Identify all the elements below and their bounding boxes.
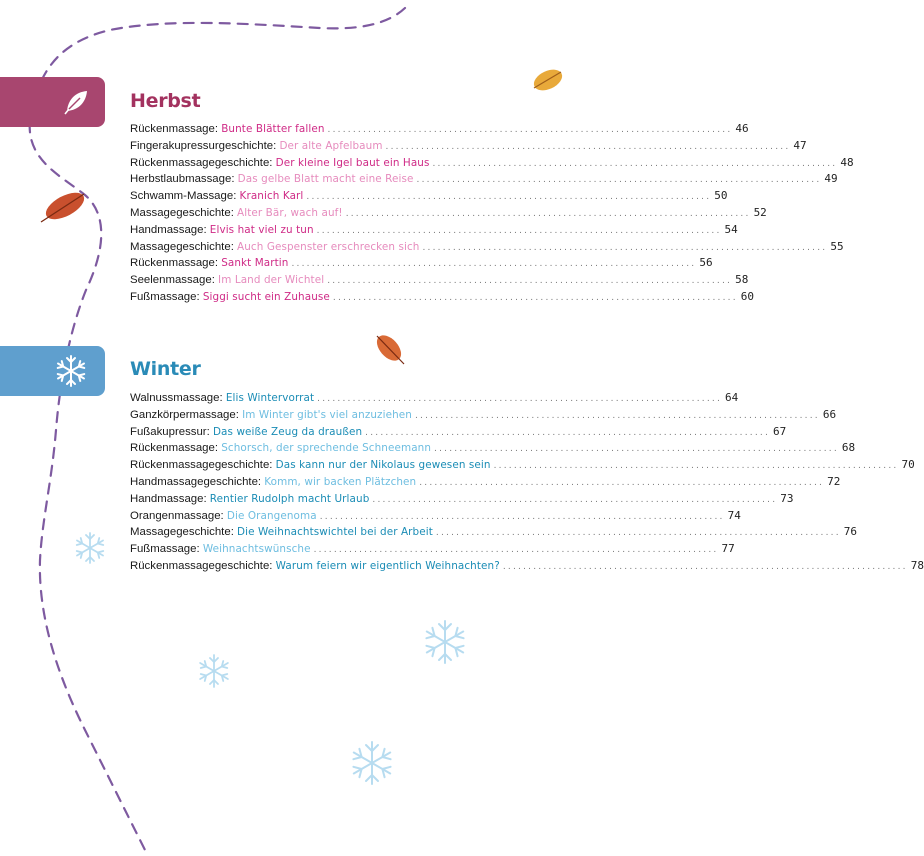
toc-entry-separator: :	[203, 492, 210, 505]
herbst-section-tab	[0, 77, 105, 127]
toc-entry-page: 70	[901, 458, 915, 472]
toc-entry-title: Das weiße Zeug da draußen	[212, 425, 363, 438]
toc-entry-kind: Massagegeschichte	[130, 526, 231, 539]
toc-entry-title: Weihnachtswünsche	[202, 543, 311, 556]
toc-entry-kind: Rückenmassagegeschichte	[130, 156, 270, 169]
toc-entry	[130, 474, 841, 491]
toc-entry-kind: Handmassage	[130, 223, 204, 236]
toc-entry-kind: Massagegeschichte	[130, 240, 231, 253]
leaf-icon	[38, 188, 90, 226]
toc-entry-separator: :	[230, 526, 238, 539]
toc-entry-title: Der alte Apfelbaum	[279, 139, 383, 152]
toc-entry	[130, 558, 924, 575]
toc-entry-separator: :	[211, 274, 219, 287]
toc-entry	[130, 255, 713, 272]
toc-entry-separator: :	[233, 190, 240, 203]
snowflake-icon	[72, 530, 108, 566]
toc-entry-page: 56	[699, 256, 713, 270]
toc-entry-leader: ................................................................................	[306, 192, 712, 203]
toc-entry-separator: :	[214, 257, 222, 270]
winter-toc-list	[130, 390, 924, 575]
toc-entry-leader: ................................................................................	[434, 444, 839, 455]
toc-entry-title: Die Orangenoma	[226, 509, 317, 522]
toc-entry-separator: :	[214, 123, 222, 135]
toc-entry-title: Schorsch, der sprechende Schneemann	[221, 442, 432, 455]
toc-entry-kind: Fußakupressur	[130, 425, 207, 438]
toc-entry-title: Warum feiern wir eigentlich Weihnachten?	[275, 559, 500, 572]
toc-entry-kind: Rückenmassage	[130, 257, 215, 270]
toc-entry	[130, 390, 739, 407]
toc-entry-separator: :	[230, 240, 238, 253]
toc-entry-kind: Schwamm-Massage	[130, 190, 234, 203]
toc-entry-page: 77	[721, 542, 735, 556]
toc-entry-leader: ................................................................................	[319, 511, 725, 522]
toc-entry	[130, 188, 728, 205]
toc-entry-title: Die Weihnachtswichtel bei der Arbeit	[237, 526, 433, 539]
toc-entry-title: Alter Bär, wach auf!	[237, 206, 343, 219]
toc-entry-leader: ................................................................................	[502, 561, 908, 572]
toc-entry-page: 58	[735, 273, 749, 287]
toc-entry-separator: :	[196, 290, 203, 303]
toc-entry-page: 66	[822, 407, 837, 421]
toc-entry	[130, 205, 767, 222]
toc-entry	[130, 222, 738, 239]
toc-entry-page: 74	[727, 508, 741, 522]
toc-entry-separator: :	[230, 206, 238, 219]
toc-entry-separator: :	[273, 139, 280, 152]
leaf-icon	[370, 330, 408, 368]
toc-entry	[130, 440, 856, 457]
toc-entry	[130, 121, 749, 138]
toc-entry	[130, 239, 844, 256]
toc-entry-leader: ................................................................................	[327, 125, 733, 135]
toc-entry-leader: ................................................................................	[372, 494, 778, 505]
toc-entry-page: 78	[910, 558, 924, 572]
toc-entry	[130, 524, 858, 541]
toc-entry-separator: :	[231, 173, 238, 186]
toc-entry-kind: Fußmassage	[130, 543, 197, 556]
toc-entry-kind: Rückenmassage	[130, 123, 215, 135]
toc-entry-kind: Handmassage	[130, 492, 204, 505]
winter-heading: Winter	[130, 358, 201, 380]
toc-entry-page: 76	[843, 525, 858, 539]
toc-entry-title: Das gelbe Blatt macht eine Reise	[237, 173, 414, 186]
snowflake-icon	[347, 738, 397, 788]
toc-entry-leader: ................................................................................	[365, 427, 771, 438]
toc-entry-leader: ................................................................................	[416, 175, 822, 186]
toc-entry-separator: :	[203, 223, 210, 236]
toc-entry-title: Kranich Karl	[239, 190, 304, 203]
toc-entry	[130, 508, 741, 525]
toc-entry	[130, 289, 755, 306]
toc-entry-page: 72	[827, 474, 841, 488]
toc-entry-leader: ................................................................................	[419, 477, 825, 488]
snowflake-icon	[420, 617, 470, 667]
toc-entry-separator: :	[257, 475, 265, 488]
toc-entry-kind: Walnussmassage	[130, 392, 220, 404]
toc-entry-separator: :	[269, 459, 276, 472]
toc-entry	[130, 491, 794, 508]
toc-entry-title: Elvis hat viel zu tun	[209, 223, 314, 236]
toc-entry	[130, 424, 787, 441]
herbst-heading: Herbst	[130, 90, 201, 112]
snowflake-icon	[53, 353, 89, 389]
toc-entry-separator: :	[219, 392, 226, 404]
toc-entry	[130, 457, 915, 474]
toc-entry-kind: Seelenmassage	[130, 274, 212, 287]
toc-entry-title: Im Land der Wichtel	[218, 274, 325, 287]
leaf-icon	[530, 66, 566, 94]
toc-entry	[130, 272, 749, 289]
toc-entry-leader: ................................................................................	[327, 276, 733, 287]
toc-entry-page: 48	[840, 155, 854, 169]
toc-entry-leader: ................................................................................	[345, 208, 751, 219]
toc-entry-title: Das kann nur der Nikolaus gewesen sein	[275, 459, 491, 472]
toc-entry-page: 47	[793, 138, 807, 152]
toc-entry-kind: Ganzkörpermassage	[130, 408, 236, 421]
herbst-toc-list	[130, 121, 854, 306]
toc-entry-page: 49	[824, 172, 838, 186]
toc-entry-page: 52	[753, 205, 767, 219]
toc-entry-page: 67	[773, 424, 787, 438]
toc-entry	[130, 138, 807, 155]
toc-entry-page: 54	[724, 222, 738, 236]
toc-entry-page: 60	[740, 289, 755, 303]
toc-entry-kind: Massagegeschichte	[130, 206, 231, 219]
toc-entry-page: 73	[780, 491, 794, 505]
toc-entry-leader: ................................................................................	[385, 141, 791, 152]
toc-entry-title: Siggi sucht ein Zuhause	[202, 290, 330, 303]
toc-entry-kind: Rückenmassage	[130, 442, 215, 455]
toc-entry-leader: ................................................................................	[414, 410, 820, 421]
toc-entry-separator: :	[235, 408, 243, 421]
toc-entry-title: Sankt Martin	[221, 257, 289, 270]
toc-entry-title: Rentier Rudolph macht Urlaub	[209, 492, 370, 505]
toc-entry-separator: :	[220, 509, 227, 522]
toc-entry-leader: ................................................................................	[313, 545, 719, 556]
toc-entry-separator: :	[269, 559, 276, 572]
toc-entry-kind: Rückenmassagegeschichte	[130, 459, 270, 472]
toc-entry-page: 46	[735, 122, 749, 135]
toc-entry-leader: ................................................................................	[316, 225, 722, 236]
toc-entry	[130, 541, 735, 558]
toc-entry	[130, 407, 837, 424]
toc-entry	[130, 155, 854, 172]
toc-entry-page: 50	[714, 189, 728, 203]
toc-entry-kind: Orangenmassage	[130, 509, 221, 522]
toc-entry-page: 64	[725, 391, 739, 404]
toc-entry-leader: ................................................................................	[332, 292, 738, 303]
toc-entry-page: 68	[841, 441, 856, 455]
toc-entry-title: Im Winter gibt's viel anzuziehen	[242, 408, 412, 421]
toc-entry-leader: ................................................................................	[432, 158, 838, 169]
toc-entry-title: Auch Gespenster erschrecken sich	[237, 240, 420, 253]
leaf-icon	[62, 88, 90, 116]
toc-entry-kind: Fußmassage	[130, 290, 197, 303]
toc-entry-kind: Fingerakupressurgeschichte	[130, 139, 274, 152]
toc-entry-title: Bunte Blätter fallen	[221, 123, 325, 135]
toc-entry-leader: ................................................................................	[291, 259, 697, 270]
toc-entry-separator: :	[269, 156, 276, 169]
toc-entry-kind: Handmassagegeschichte	[130, 475, 258, 488]
toc-entry-title: Der kleine Igel baut ein Haus	[275, 156, 430, 169]
toc-entry-title: Komm, wir backen Plätzchen	[264, 475, 417, 488]
toc-entry-separator: :	[196, 543, 203, 556]
toc-entry-kind: Herbstlaubmassage	[130, 173, 232, 186]
toc-entry-page: 55	[830, 239, 844, 253]
toc-entry-leader: ................................................................................	[493, 461, 899, 472]
toc-entry-leader: ................................................................................	[422, 242, 828, 253]
toc-entry-separator: :	[206, 425, 213, 438]
toc-entry-separator: :	[214, 442, 222, 455]
snowflake-icon	[195, 652, 233, 690]
toc-entry	[130, 171, 838, 188]
toc-entry-kind: Rückenmassagegeschichte	[130, 559, 270, 572]
toc-entry-title: Elis Wintervorrat	[225, 392, 315, 404]
winter-section-tab	[0, 346, 105, 396]
toc-entry-leader: ................................................................................	[435, 528, 841, 539]
toc-entry-leader: ................................................................................	[317, 394, 723, 404]
